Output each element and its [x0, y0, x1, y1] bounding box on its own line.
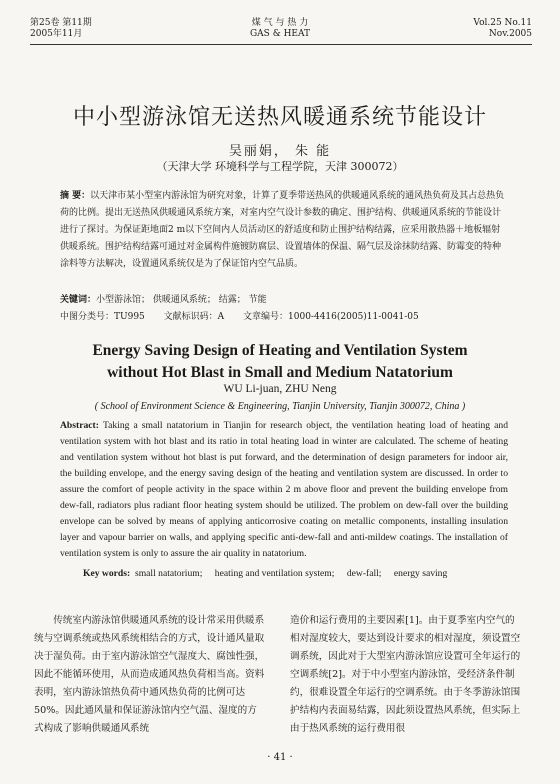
authors-cn: 吴丽娟， 朱 能 — [228, 144, 332, 159]
affiliation-cn: （天津大学 环境科学与工程学院，天津 300072） — [156, 160, 404, 173]
clc-number: 中图分类号：TU995 — [60, 312, 145, 322]
title-en-line2: without Hot Blast in Small and Medium Natatorium — [107, 364, 453, 381]
keyword-en-item: dew-fall; — [346, 568, 382, 579]
page-number: · 41 · — [267, 752, 293, 763]
issue-date-en: Nov.2005 — [488, 29, 532, 39]
abstract-en-label: Abstract: — [60, 420, 99, 431]
abstract-en-text: Taking a small natatorium in Tianjin for research object, the ventilation heating load of heating and ventilation system with hot blast and its ratio in total heating load in winter are calculated. The scheme of heating and ventilation system without hot blast is put forward, and the determination of design parameters for indoor air, the building envelope, and the energy saving design of the heating and ventilation system are discussed. In order to assure the comfort of people activity in the space within 2 m above floor and prevent the building envelope from dew-fall, radiators plus radiant floor heating system should be utilized. The problem on dew-fall over the building envelope can be solved by means of applying anticorrosive coating on metallic components, installing insulation layer and vapour barrier on walls, and applying specific anti-dew-fall and anti-mildew coatings. The installation of ventilation system is only to assure the air quality in natatorium. — [60, 420, 508, 559]
body-paragraph: 造价和运行费用的主要因素[1]。由于夏季室内空气的相对湿度较大，要达到设计要求的相对湿度，须设置空调系统，因此对于大型室内游泳馆应设置可全年运行的空调系统[2]。对于中小型室内游泳馆，受经济条件制约，很难设置全年运行的空调系统。由于冬季游泳馆围护结构内表面易结露，因此须设置热风系统，但实际上由于热风系统的运行费用很 — [290, 615, 521, 734]
header-rule — [30, 44, 532, 45]
body-column-right — [290, 612, 522, 738]
title-en-line1: Energy Saving Design of Heating and Ventilation System — [92, 342, 468, 359]
volume-issue-en: Vol.25 No.11 — [473, 18, 532, 28]
issue-date-cn: 2005年11月 — [30, 29, 83, 39]
abstract-en — [60, 418, 508, 562]
authors-en: WU Li-juan, ZHU Neng — [223, 383, 337, 395]
keywords-cn — [60, 292, 267, 305]
keywords-en-label: Key words: — [83, 568, 131, 579]
keyword-en-item: small natatorium; — [134, 568, 203, 579]
keyword-en-item: heating and ventilation system; — [214, 568, 335, 579]
title-cn: 中小型游泳馆无送热风暖通系统节能设计 — [72, 105, 487, 130]
abstract-cn-text: 以天津市某小型室内游泳馆为研究对象，计算了夏季带送热风的供暖通风系统的通风热负荷及其占总热负荷的比例。提出无送热风供暖通风系统方案，对室内空气设计参数的确定、围护结构、供暖通风系统的节能设计进行了探讨。为保证距地面2 m以下空间内人员活动区的舒适度和防止围护结构结露，应采用散热器＋地板辐射供暖系统。围护结构结露可通过对金属构件施镀防腐层、设置墙体的保温、隔气层及涂抹防结露、防霉变的特种涂料等方法解决，设置通风系统仅是为了保证馆内空气品质。 — [60, 191, 505, 269]
journal-volume-info-en — [473, 18, 532, 40]
keywords-cn-text: 小型游泳馆； 供暖通风系统； 结露； 节能 — [96, 295, 267, 305]
body-column-left — [34, 612, 266, 738]
journal-name-cn: 煤 气 与 热 力 — [251, 18, 309, 28]
document-code: 文献标识码：A — [163, 312, 225, 322]
abstract-cn-label: 摘 要： — [60, 191, 91, 201]
affiliation-en: ( School of Environment Science & Engineering, Tianjin University, Tianjin 300072, China ) — [94, 401, 466, 412]
body-paragraph: 传统室内游泳馆供暖通风系统的设计常采用供暖系统与空调系统或热风系统相结合的方式，设计通风量取决于湿负荷。由于室内游泳馆空气湿度大、腐蚀性强，因此不能循环使用，从而造成通风热负荷相当高。资料表明，室内游泳馆热负荷中通风热负荷的比例可达50%。因此通风量和保证游泳馆内空气温、湿度的方式构成了影响供暖通风系统 — [34, 615, 265, 734]
keywords-cn-label: 关键词： — [60, 295, 97, 305]
article-number: 文章编号：1000-4416(2005)11-0041-05 — [243, 312, 419, 322]
journal-name-en: GAS & HEAT — [249, 29, 311, 39]
volume-issue: 第25卷 第11期 — [30, 18, 92, 28]
classification-cn — [60, 309, 435, 322]
title-en — [0, 340, 560, 384]
keywords-en — [83, 568, 457, 579]
abstract-cn — [60, 188, 508, 273]
keyword-en-item: energy saving — [393, 568, 448, 579]
